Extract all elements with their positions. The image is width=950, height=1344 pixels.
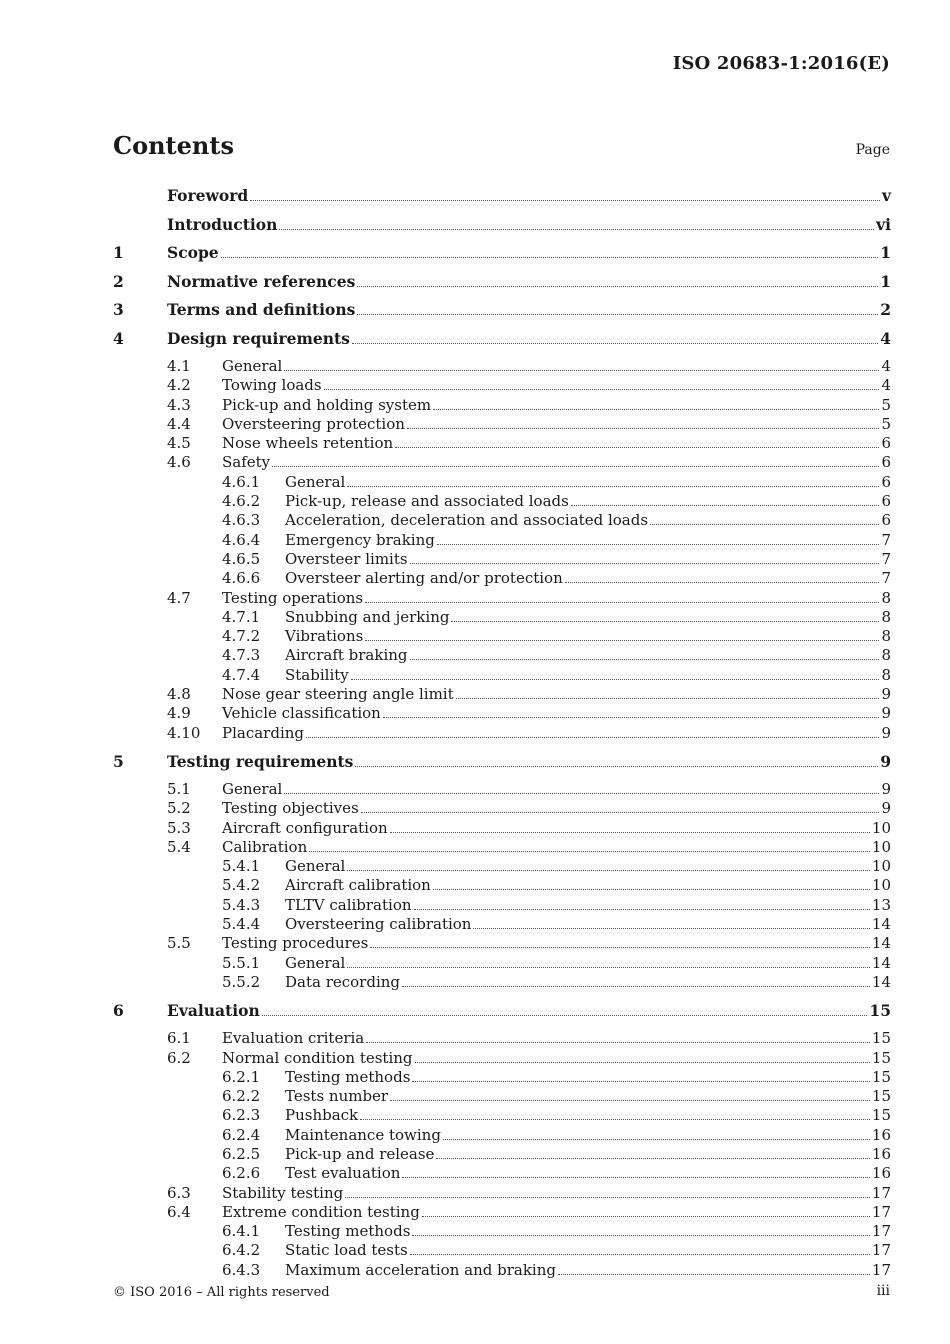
toc-entry[interactable] — [113, 743, 891, 780]
table-of-contents — [113, 186, 891, 1280]
toc-entry-number: 4.3 — [167, 395, 191, 414]
toc-entry-number: 4.9 — [167, 704, 191, 723]
toc-entry-page: 13 — [871, 895, 891, 914]
toc-entry-title[interactable]: Pushback — [285, 1106, 359, 1125]
toc-entry-page: 17 — [871, 1260, 891, 1279]
toc-entry-number: 5.4 — [167, 837, 191, 856]
toc-dot-leader — [410, 563, 880, 564]
toc-entry-title[interactable]: Vehicle classification — [222, 704, 381, 723]
toc-entry-page: 10 — [871, 876, 891, 895]
toc-dot-leader — [414, 909, 870, 910]
footer-page-number: iii — [876, 1283, 890, 1299]
toc-entry[interactable] — [113, 915, 891, 934]
toc-entry-title[interactable]: Stability testing — [222, 1183, 344, 1202]
toc-entry-number: 6.2.3 — [222, 1106, 261, 1125]
toc-dot-leader — [558, 1274, 870, 1275]
toc-entry[interactable] — [113, 838, 891, 857]
toc-dot-leader — [451, 621, 879, 622]
toc-entry-number: 5.4.1 — [222, 857, 261, 876]
toc-entry[interactable] — [113, 896, 891, 915]
toc-entry[interactable] — [113, 799, 891, 818]
toc-dot-leader — [352, 343, 878, 344]
toc-entry-page: 1 — [880, 271, 891, 291]
toc-entry-page: 15 — [871, 1106, 891, 1125]
toc-entry-number: 4.7.1 — [222, 607, 261, 626]
toc-dot-leader — [410, 659, 880, 660]
toc-entry-title[interactable]: Maximum acceleration and braking — [285, 1260, 556, 1279]
toc-dot-leader — [390, 832, 870, 833]
toc-dot-leader — [436, 1158, 869, 1159]
toc-entry-page: 7 — [881, 549, 891, 568]
toc-entry-title[interactable]: General — [222, 779, 283, 798]
toc-entry-number: 4 — [113, 328, 124, 348]
toc-entry[interactable] — [113, 1184, 891, 1203]
toc-entry[interactable] — [113, 1087, 891, 1106]
toc-entry-number: 4.10 — [167, 723, 201, 742]
toc-dot-leader — [402, 1177, 869, 1178]
toc-entry-page: 14 — [871, 934, 891, 953]
toc-entry[interactable] — [113, 1261, 891, 1280]
toc-entry-title[interactable]: Towing loads — [222, 376, 322, 395]
toc-entry[interactable] — [113, 434, 891, 453]
toc-entry-title[interactable]: Testing methods — [285, 1067, 411, 1086]
toc-entry-title[interactable]: Evaluation — [167, 1001, 260, 1021]
toc-entry[interactable] — [113, 492, 891, 511]
toc-entry-page: 10 — [871, 818, 891, 837]
toc-dot-leader — [410, 1254, 870, 1255]
toc-entry-page: v — [881, 186, 891, 205]
toc-dot-leader — [383, 717, 880, 718]
toc-entry-number: 5.5.1 — [222, 953, 261, 972]
toc-entry[interactable] — [113, 357, 891, 376]
toc-entry-number: 4.6.2 — [222, 492, 261, 511]
toc-entry-page: vi — [876, 214, 891, 234]
toc-dot-leader — [412, 1235, 870, 1236]
toc-dot-leader — [309, 851, 870, 852]
toc-entry-page: 6 — [881, 434, 891, 453]
toc-entry-number: 4.7.3 — [222, 646, 261, 665]
toc-dot-leader — [250, 200, 880, 201]
toc-entry-title[interactable]: General — [222, 357, 283, 375]
toc-dot-leader — [221, 257, 879, 258]
toc-entry-title[interactable]: TLTV calibration — [285, 895, 412, 914]
toc-dot-leader — [366, 1042, 870, 1043]
toc-entry-number: 4.8 — [167, 685, 191, 704]
toc-entry-page: 8 — [881, 627, 891, 646]
toc-entry-title[interactable]: Oversteering calibration — [285, 915, 472, 934]
toc-dot-leader — [456, 698, 880, 699]
toc-dot-leader — [390, 1100, 870, 1101]
toc-dot-leader — [351, 679, 880, 680]
toc-entry-number: 6.4.2 — [222, 1241, 261, 1260]
toc-entry[interactable] — [113, 569, 891, 588]
toc-entry-number: 2 — [113, 271, 124, 291]
toc-entry-page: 4 — [881, 376, 891, 395]
toc-entry-number: 4.6.6 — [222, 569, 261, 588]
toc-entry-number: 4.7.2 — [222, 627, 261, 646]
toc-entry-title[interactable]: Emergency braking — [285, 530, 435, 549]
toc-entry-page: 8 — [881, 607, 891, 626]
toc-entry-number: 6.4.3 — [222, 1260, 261, 1279]
toc-entry-page: 6 — [881, 453, 891, 472]
toc-dot-leader — [357, 286, 878, 287]
toc-dot-leader — [365, 640, 879, 641]
toc-entry-title[interactable]: Scope — [167, 243, 219, 262]
toc-entry-page: 4 — [881, 357, 891, 375]
toc-entry[interactable] — [113, 531, 891, 550]
toc-entry-page: 15 — [871, 1067, 891, 1086]
toc-entry-page: 9 — [880, 751, 891, 771]
toc-entry-page: 8 — [881, 588, 891, 607]
toc-dot-leader — [357, 314, 878, 315]
toc-entry[interactable] — [113, 666, 891, 685]
toc-entry-number: 4.7.4 — [222, 665, 261, 684]
toc-entry-title[interactable]: Oversteer alerting and/or protection — [285, 569, 563, 588]
toc-entry[interactable] — [113, 819, 891, 838]
toc-dot-leader — [345, 1197, 870, 1198]
toc-entry-page: 6 — [881, 511, 891, 530]
toc-entry-page: 15 — [871, 1029, 891, 1048]
toc-entry-title[interactable]: Extreme condition testing — [222, 1202, 420, 1221]
toc-entry-number: 5.4.2 — [222, 876, 261, 895]
toc-entry-number: 6.3 — [167, 1183, 191, 1202]
toc-entry[interactable] — [113, 724, 891, 743]
toc-entry-title[interactable]: General — [285, 472, 346, 491]
toc-entry-title[interactable]: Design requirements — [167, 328, 350, 348]
toc-dot-leader — [347, 870, 870, 871]
toc-entry-title[interactable]: Aircraft configuration — [222, 818, 388, 837]
toc-entry-page: 9 — [881, 704, 891, 723]
toc-entry[interactable] — [113, 1222, 891, 1241]
toc-entry-number: 4.7 — [167, 588, 191, 607]
toc-entry-page: 6 — [881, 492, 891, 511]
toc-dot-leader — [355, 766, 878, 767]
page-title: Contents — [113, 131, 234, 160]
toc-entry-page: 8 — [881, 646, 891, 665]
toc-entry-title[interactable]: Acceleration, deceleration and associated loads — [285, 511, 649, 530]
toc-entry-page: 14 — [871, 915, 891, 934]
toc-entry-page: 7 — [881, 530, 891, 549]
toc-dot-leader — [571, 505, 880, 506]
toc-entry[interactable] — [113, 1029, 891, 1048]
toc-entry-number: 6.2.5 — [222, 1144, 261, 1163]
toc-entry[interactable] — [113, 550, 891, 569]
toc-entry-page: 17 — [871, 1183, 891, 1202]
toc-entry[interactable] — [113, 954, 891, 973]
toc-entry-page: 17 — [871, 1241, 891, 1260]
toc-entry-number: 6.2.2 — [222, 1087, 261, 1106]
toc-entry-number: 5.2 — [167, 799, 191, 818]
toc-entry-number: 6 — [113, 1001, 124, 1021]
toc-entry-title[interactable]: Testing requirements — [167, 751, 354, 771]
toc-dot-leader — [262, 1015, 868, 1016]
toc-entry[interactable] — [113, 243, 891, 272]
toc-entry-number: 1 — [113, 243, 124, 262]
toc-entry-page: 9 — [881, 799, 891, 818]
toc-entry[interactable] — [113, 1049, 891, 1068]
toc-entry-number: 6.2.6 — [222, 1164, 261, 1183]
toc-entry-page: 9 — [881, 685, 891, 704]
toc-entry-page: 9 — [881, 723, 891, 742]
toc-entry[interactable] — [113, 396, 891, 415]
toc-entry-title[interactable]: Static load tests — [285, 1241, 408, 1260]
toc-dot-leader — [306, 737, 879, 738]
toc-dot-leader — [279, 229, 874, 230]
toc-entry[interactable] — [113, 704, 891, 723]
toc-entry-title[interactable]: Oversteering protection — [222, 414, 405, 433]
toc-entry-title[interactable]: Safety — [222, 453, 271, 472]
toc-entry[interactable] — [113, 608, 891, 627]
toc-dot-leader — [473, 928, 869, 929]
toc-entry-number: 4.6.1 — [222, 472, 261, 491]
toc-entry-title[interactable]: Oversteer limits — [285, 549, 408, 568]
toc-entry-title[interactable]: Aircraft calibration — [285, 876, 431, 895]
toc-entry[interactable] — [113, 272, 891, 301]
toc-dot-leader — [347, 967, 870, 968]
toc-dot-leader — [422, 1216, 870, 1217]
toc-entry-page: 4 — [880, 328, 891, 348]
toc-entry[interactable] — [113, 780, 891, 799]
toc-entry-page: 14 — [871, 972, 891, 991]
toc-entry-title[interactable]: General — [285, 857, 346, 876]
toc-entry-number: 6.1 — [167, 1029, 191, 1048]
toc-entry[interactable] — [113, 329, 891, 358]
toc-dot-leader — [360, 1119, 870, 1120]
toc-entry-page: 14 — [871, 953, 891, 972]
toc-dot-leader — [324, 389, 880, 390]
toc-entry-title[interactable]: Vibrations — [285, 627, 364, 646]
toc-entry-title[interactable]: Pick-up, release and associated loads — [285, 492, 569, 511]
toc-entry[interactable] — [113, 376, 891, 395]
toc-entry-title[interactable]: Tests number — [285, 1087, 389, 1106]
toc-entry-page: 2 — [880, 300, 891, 319]
toc-entry-page: 5 — [881, 395, 891, 414]
toc-entry[interactable] — [113, 215, 891, 244]
toc-entry-title[interactable]: Stability — [285, 665, 349, 684]
toc-entry[interactable] — [113, 511, 891, 530]
toc-entry-page: 9 — [881, 779, 891, 798]
toc-entry[interactable] — [113, 473, 891, 492]
toc-entry-title[interactable]: Aircraft braking — [285, 646, 408, 665]
toc-entry-title[interactable]: Snubbing and jerking — [285, 607, 450, 626]
toc-dot-leader — [443, 1139, 870, 1140]
toc-entry-number: 4.6 — [167, 453, 191, 472]
toc-entry-title[interactable]: Introduction — [167, 214, 278, 234]
toc-dot-leader — [433, 409, 879, 410]
toc-entry[interactable] — [113, 300, 891, 329]
toc-entry-number: 5.1 — [167, 779, 191, 798]
toc-entry-number: 6.4.1 — [222, 1222, 261, 1241]
toc-dot-leader — [370, 947, 870, 948]
toc-dot-leader — [284, 370, 879, 371]
toc-entry-number: 6.2 — [167, 1048, 191, 1067]
toc-entry-title[interactable]: Pick-up and release — [285, 1144, 435, 1163]
toc-entry-title[interactable]: Evaluation criteria — [222, 1029, 365, 1048]
toc-entry-number: 6.2.1 — [222, 1067, 261, 1086]
toc-entry[interactable] — [113, 1145, 891, 1164]
toc-dot-leader — [412, 1081, 870, 1082]
toc-entry-title[interactable]: Nose wheels retention — [222, 434, 394, 453]
toc-dot-leader — [347, 486, 879, 487]
toc-entry-title[interactable]: Placarding — [222, 723, 305, 742]
toc-entry-page: 7 — [881, 569, 891, 588]
toc-entry-title[interactable]: Testing operations — [222, 588, 364, 607]
toc-entry-title[interactable]: Terms and definitions — [167, 300, 356, 319]
toc-entry-page: 15 — [871, 1087, 891, 1106]
toc-entry-title[interactable]: Foreword — [167, 186, 249, 205]
toc-dot-leader — [415, 1062, 870, 1063]
toc-entry-page: 8 — [881, 665, 891, 684]
toc-dot-leader — [395, 447, 879, 448]
toc-entry[interactable] — [113, 589, 891, 608]
toc-dot-leader — [433, 889, 870, 890]
toc-entry-number: 5.5.2 — [222, 972, 261, 991]
toc-entry-number: 5 — [113, 751, 124, 771]
toc-entry[interactable] — [113, 1203, 891, 1222]
toc-entry-number: 6.4 — [167, 1202, 191, 1221]
toc-entry-number: 4.1 — [167, 357, 191, 375]
toc-dot-leader — [650, 524, 879, 525]
toc-entry-page: 10 — [871, 857, 891, 876]
toc-entry-title[interactable]: Normative references — [167, 271, 356, 291]
toc-entry-page: 16 — [871, 1164, 891, 1183]
page-column-label: Page — [855, 142, 890, 158]
toc-entry-number: 4.5 — [167, 434, 191, 453]
toc-entry-page: 10 — [871, 837, 891, 856]
toc-entry-title[interactable]: Normal condition testing — [222, 1048, 413, 1067]
toc-entry[interactable] — [113, 186, 891, 215]
toc-entry[interactable] — [113, 646, 891, 665]
toc-entry-page: 15 — [869, 1001, 891, 1021]
toc-dot-leader — [361, 812, 880, 813]
toc-entry-title[interactable]: Testing methods — [285, 1222, 411, 1241]
toc-dot-leader — [272, 466, 879, 467]
footer-copyright: © ISO 2016 – All rights reserved — [113, 1285, 330, 1300]
toc-entry[interactable] — [113, 627, 891, 646]
document-id: ISO 20683-1:2016(E) — [672, 53, 890, 74]
toc-entry-page: 6 — [881, 472, 891, 491]
toc-entry-page: 17 — [871, 1202, 891, 1221]
toc-dot-leader — [284, 793, 879, 794]
toc-entry-number: 5.3 — [167, 818, 191, 837]
toc-entry-number: 5.4.4 — [222, 915, 261, 934]
toc-entry[interactable] — [113, 1164, 891, 1183]
toc-entry[interactable] — [113, 1068, 891, 1087]
toc-entry-page: 1 — [880, 243, 891, 262]
toc-entry[interactable] — [113, 1241, 891, 1260]
toc-entry-title[interactable]: General — [285, 953, 346, 972]
toc-entry-page: 16 — [871, 1144, 891, 1163]
toc-entry-number: 5.5 — [167, 934, 191, 953]
toc-entry[interactable] — [113, 415, 891, 434]
toc-entry[interactable] — [113, 453, 891, 472]
toc-entry[interactable] — [113, 973, 891, 992]
toc-entry-title[interactable]: Nose gear steering angle limit — [222, 685, 454, 704]
toc-dot-leader — [407, 428, 880, 429]
toc-entry-number: 4.4 — [167, 414, 191, 433]
toc-entry-number: 4.6.5 — [222, 549, 261, 568]
toc-entry-number: 4.2 — [167, 376, 191, 395]
toc-entry[interactable] — [113, 1126, 891, 1145]
toc-entry[interactable] — [113, 934, 891, 953]
toc-entry[interactable] — [113, 992, 891, 1029]
toc-entry-title[interactable]: Testing objectives — [222, 799, 359, 818]
toc-dot-leader — [565, 582, 880, 583]
toc-dot-leader — [402, 986, 870, 987]
toc-entry[interactable] — [113, 685, 891, 704]
toc-entry-number: 4.6.4 — [222, 530, 261, 549]
toc-entry-title[interactable]: Maintenance towing — [285, 1125, 441, 1144]
toc-dot-leader — [365, 602, 879, 603]
toc-entry-number: 3 — [113, 300, 124, 319]
toc-dot-leader — [437, 544, 880, 545]
toc-entry-page: 17 — [871, 1222, 891, 1241]
toc-entry-page: 5 — [881, 414, 891, 433]
toc-entry-title[interactable]: Testing procedures — [222, 934, 369, 953]
toc-entry[interactable] — [113, 876, 891, 895]
toc-entry-title[interactable]: Data recording — [285, 972, 401, 991]
toc-entry-number: 6.2.4 — [222, 1125, 261, 1144]
toc-entry-title[interactable]: Calibration — [222, 837, 308, 856]
toc-entry-title[interactable]: Pick-up and holding system — [222, 395, 432, 414]
toc-entry-number: 4.6.3 — [222, 511, 261, 530]
toc-entry-page: 16 — [871, 1125, 891, 1144]
toc-entry[interactable] — [113, 1106, 891, 1125]
toc-entry-title[interactable]: Test evaluation — [285, 1164, 401, 1183]
toc-entry-number: 5.4.3 — [222, 895, 261, 914]
toc-entry-page: 15 — [871, 1048, 891, 1067]
toc-entry[interactable] — [113, 857, 891, 876]
